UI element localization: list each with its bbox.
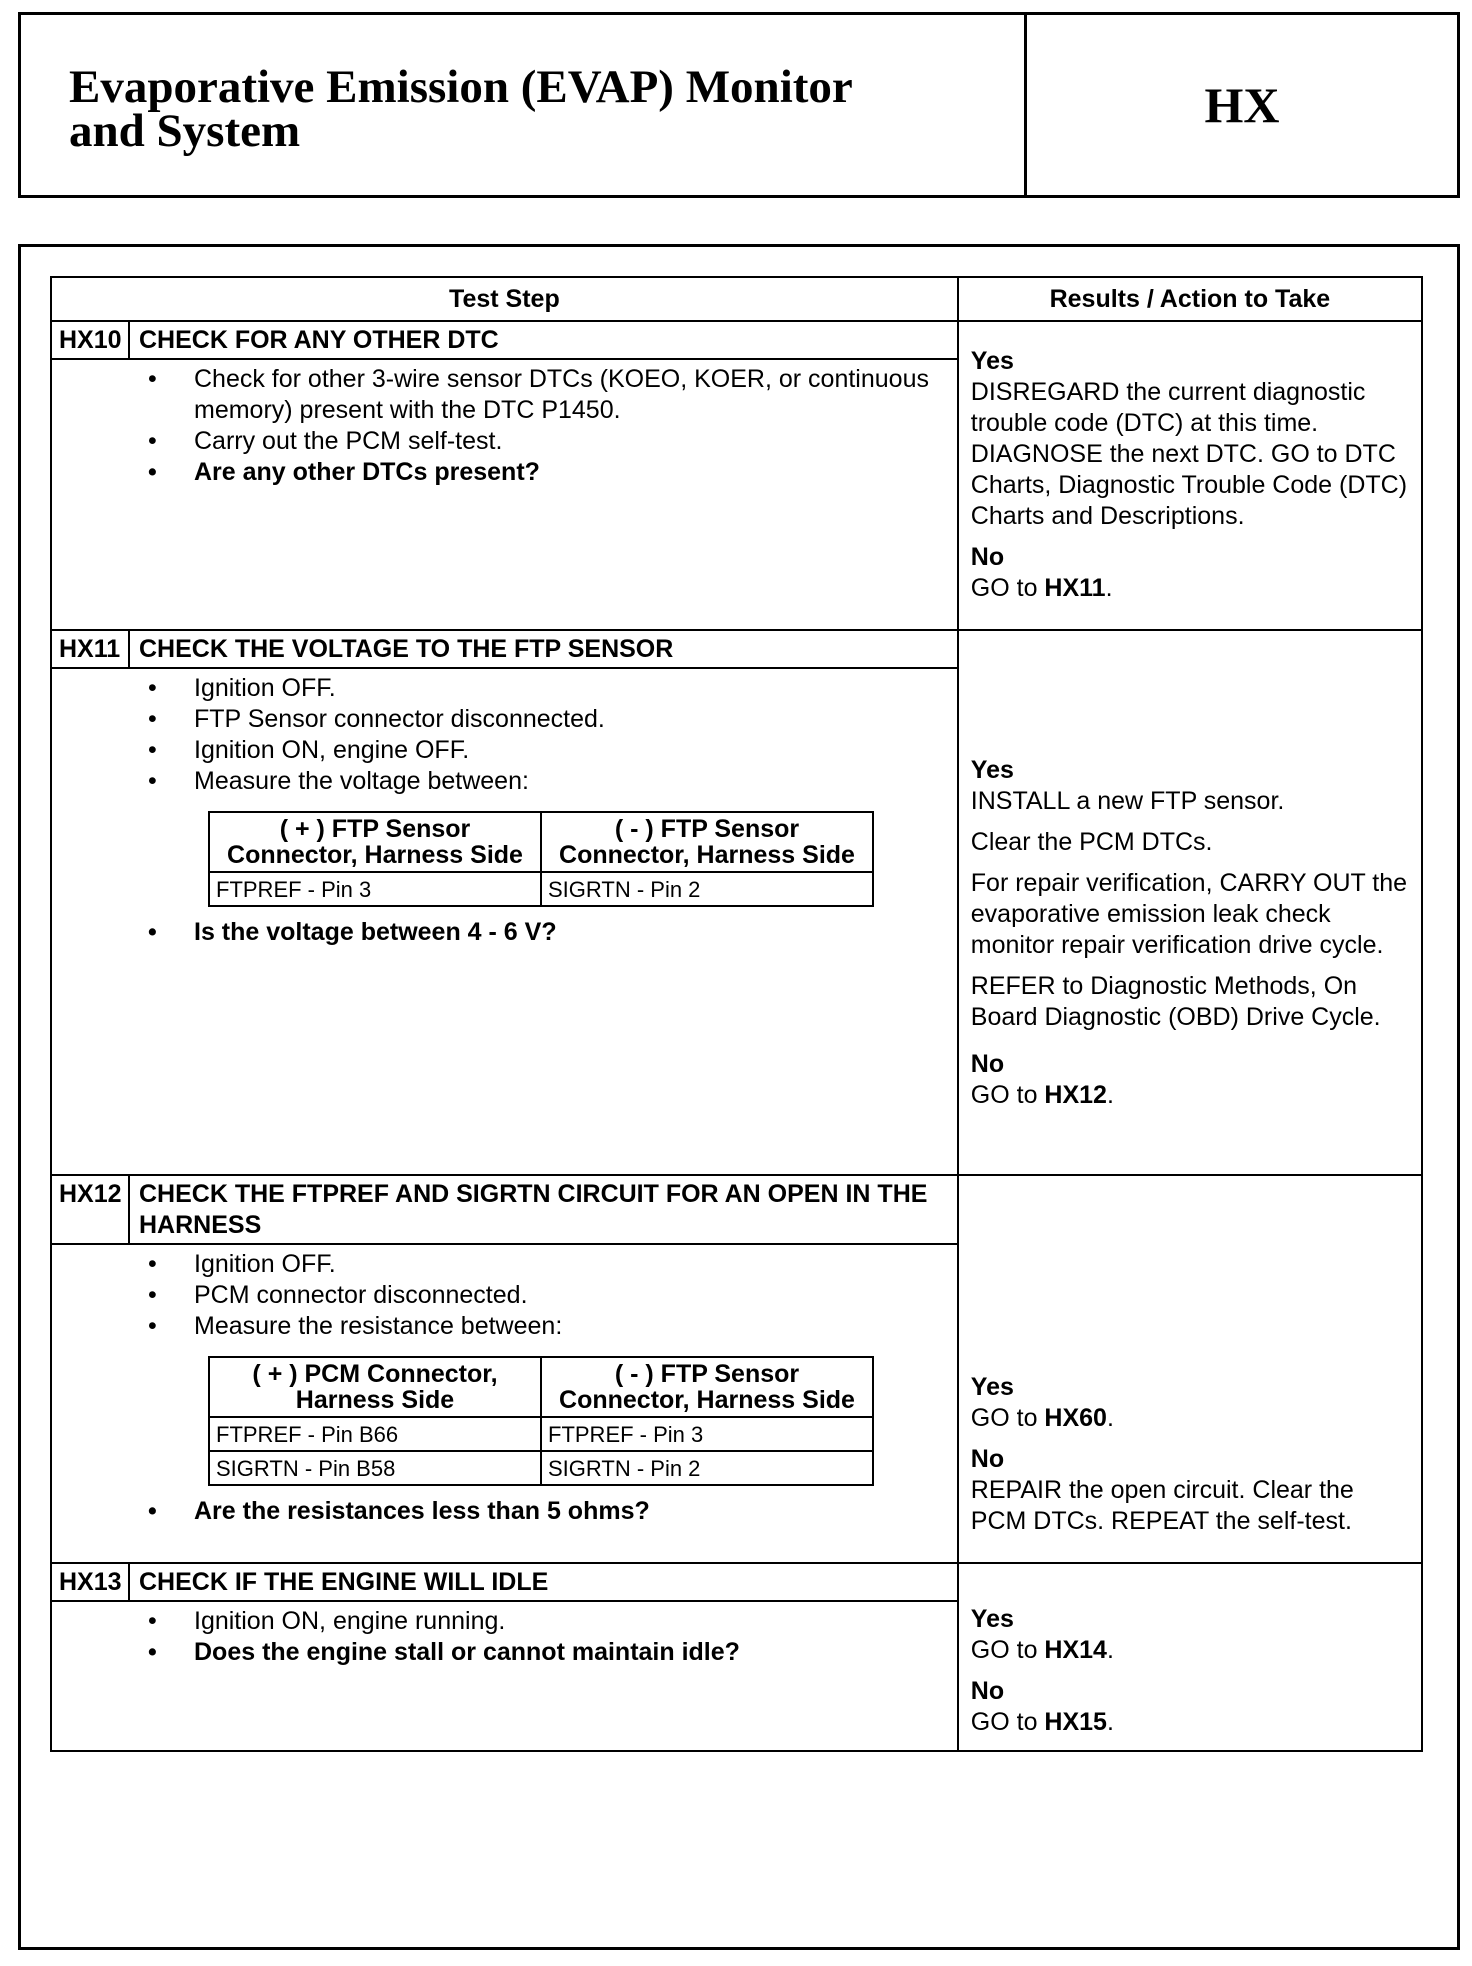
pin-table [208,811,874,907]
step-cell-hx11 [51,630,958,1175]
list-item: • FTP Sensor connector disconnected. [148,704,947,735]
go-to-text: GO to [970,574,1045,602]
result-content [959,322,1421,604]
result-cell-hx11 [958,630,1422,1175]
step-body [52,669,957,956]
go-to-text: GO to [970,1081,1045,1109]
step-bullets [148,1496,947,1527]
yes-action: INSTALL a new FTP sensor. [970,787,1285,815]
section-code-cell [1027,15,1457,195]
step-question: • Are any other DTCs present? [148,457,947,488]
list-item: • Check for other 3-wire sensor DTCs (KOEO, KOER, or continuous memory) present with the DTC P1450. [148,364,947,426]
pin-table-cell: FTPREF - Pin B66 [209,1417,541,1451]
section-code: HX [1204,77,1280,133]
list-item: • Measure the voltage between: [148,766,947,797]
step-body [52,1602,957,1676]
step-title: CHECK IF THE ENGINE WILL IDLE [139,1568,549,1596]
list-item: • Ignition ON, engine OFF. [148,735,947,766]
result-cell-hx13 [958,1563,1422,1751]
punctuation: . [1106,1404,1114,1432]
step-bullets [148,1249,947,1342]
no-label: No [970,1445,1005,1473]
step-row-hx12 [51,1175,1422,1563]
header-box [18,12,1460,198]
result-content [959,631,1421,1111]
col-test-step: Test Step [51,277,958,321]
step-question: • Does the engine stall or cannot maintain idle? [148,1637,947,1668]
step-reference: HX60 [1044,1404,1107,1432]
pin-table-header: ( - ) FTP Sensor Connector, Harness Side [541,812,873,872]
result-cell-hx12 [958,1175,1422,1563]
no-action: REPAIR the open circuit. Clear the PCM DTCs. REPEAT the self-test. [970,1476,1354,1535]
page-title: Evaporative Emission (EVAP) Monitor and System [69,61,853,157]
list-item: • Ignition OFF. [148,1249,947,1280]
step-cell-hx13 [51,1563,958,1751]
yes-action [971,1635,1415,1666]
yes-action: DISREGARD the current diagnostic trouble code (DTC) at this time. DIAGNOSE the next DTC. GO to DTC Charts, Diagnostic Trouble Code (DTC) Charts and Descriptions. [970,378,1408,530]
pin-table-cell: SIGRTN - Pin 2 [541,872,873,906]
list-item: • Ignition ON, engine running. [148,1606,947,1637]
punctuation: . [1105,574,1113,602]
pin-table-cell: SIGRTN - Pin 2 [541,1451,873,1485]
no-action [971,573,1415,604]
step-header [52,322,957,360]
result-cell-hx10 [958,321,1422,630]
punctuation: . [1106,1081,1114,1109]
yes-action [971,1403,1415,1434]
go-to-text: GO to [970,1708,1045,1736]
step-reference: HX14 [1044,1636,1107,1664]
pin-table-cell: FTPREF - Pin 3 [209,872,541,906]
pin-table-header: ( - ) FTP Sensor Connector, Harness Side [541,1357,873,1417]
step-title: CHECK FOR ANY OTHER DTC [139,326,499,354]
step-id: HX10 [52,322,130,358]
pin-table [208,1356,874,1486]
no-label: No [970,543,1005,571]
list-item: • PCM connector disconnected. [148,1280,947,1311]
step-header [52,1176,957,1245]
step-title: CHECK THE FTPREF AND SIGRTN CIRCUIT FOR AN OPEN IN THE HARNESS [139,1180,928,1239]
no-label: No [970,1677,1005,1705]
step-question: • Is the voltage between 4 - 6 V? [148,917,947,948]
yes-action: Clear the PCM DTCs. [970,828,1213,856]
pin-table-cell: FTPREF - Pin 3 [541,1417,873,1451]
result-content [959,1176,1421,1537]
step-id: HX13 [52,1564,130,1600]
result-content [959,1564,1421,1738]
no-action [971,1707,1415,1738]
yes-label: Yes [970,1605,1014,1633]
step-row-hx10 [51,321,1422,630]
yes-label: Yes [970,1373,1014,1401]
list-item: • Ignition OFF. [148,673,947,704]
list-item: • Measure the resistance between: [148,1311,947,1342]
table-header-row [51,277,1422,321]
step-reference: HX12 [1044,1081,1107,1109]
step-row-hx13 [51,1563,1422,1751]
step-reference: HX15 [1044,1708,1107,1736]
step-row-hx11 [51,630,1422,1175]
step-question: • Are the resistances less than 5 ohms? [148,1496,947,1527]
pin-table-header: ( + ) PCM Connector, Harness Side [209,1357,541,1417]
no-action [971,1080,1415,1111]
title-cell [21,15,1027,195]
step-reference: HX11 [1044,574,1106,602]
step-cell-hx12 [51,1175,958,1563]
step-title: CHECK THE VOLTAGE TO THE FTP SENSOR [139,635,674,663]
yes-label: Yes [970,347,1014,375]
yes-label: Yes [970,756,1014,784]
pin-table-header: ( + ) FTP Sensor Connector, Harness Side [209,812,541,872]
step-body [52,360,957,496]
go-to-text: GO to [970,1636,1045,1664]
punctuation: . [1106,1708,1114,1736]
no-label: No [970,1050,1005,1078]
list-item: • Carry out the PCM self-test. [148,426,947,457]
col-results: Results / Action to Take [958,277,1422,321]
yes-action: For repair verification, CARRY OUT the evaporative emission leak check monitor repair verification drive cycle. [970,869,1408,959]
step-bullets [148,1606,947,1668]
punctuation: . [1106,1636,1114,1664]
step-header [52,1564,957,1602]
step-id: HX12 [52,1176,130,1243]
step-bullets [148,673,947,797]
go-to-text: GO to [970,1404,1045,1432]
step-body [52,1245,957,1535]
step-id: HX11 [52,631,130,667]
step-bullets [148,917,947,948]
step-cell-hx10 [51,321,958,630]
step-header [52,631,957,669]
step-bullets [148,364,947,488]
yes-action: REFER to Diagnostic Methods, On Board Diagnostic (OBD) Drive Cycle. [970,972,1381,1031]
test-step-table [50,276,1423,1752]
pin-table-cell: SIGRTN - Pin B58 [209,1451,541,1485]
